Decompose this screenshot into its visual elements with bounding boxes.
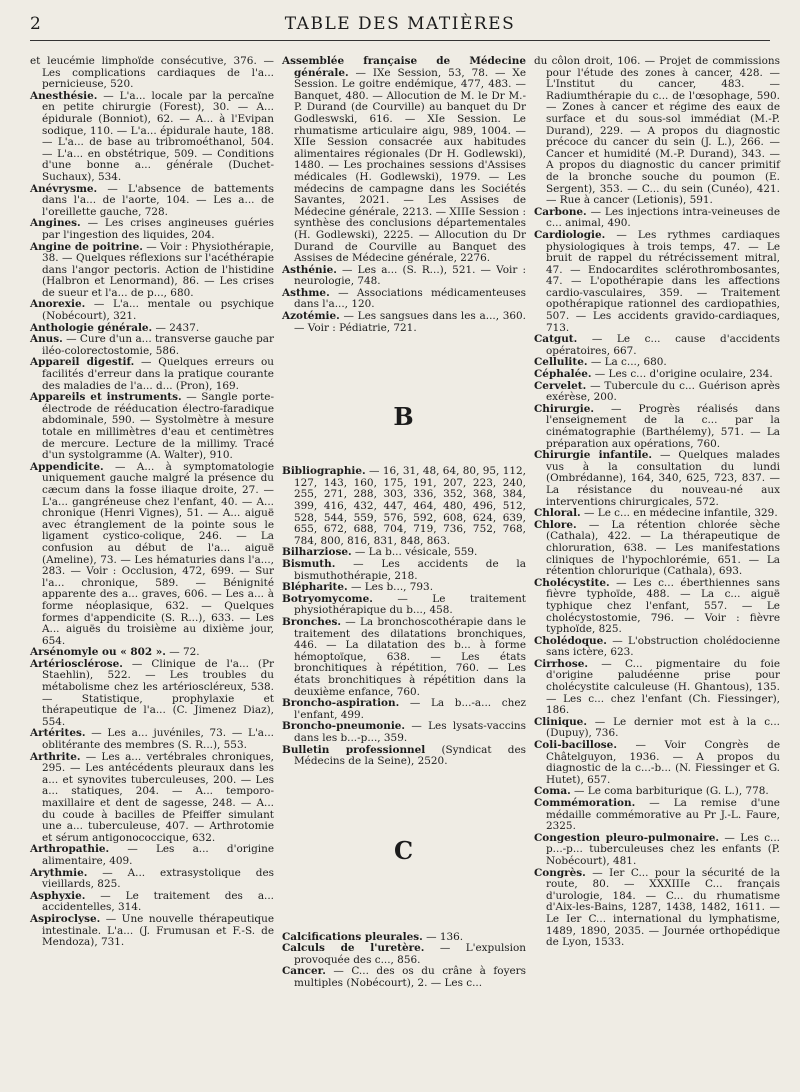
entry-term: Carbone. [534,205,587,218]
index-column-2 [282,56,526,990]
entry-term: Cervelet. [534,379,587,392]
entry-text: — Quelques malades vus à la consultation du lundi (Ombrédanne), 164, 340, 625, 723, 837. — La résistance du nouveau-né aux interventions chirurgicales, 572. [546,449,780,508]
entry-term: Arythmie. [30,866,88,879]
entry-term: Chirurgie infantile. [534,449,653,462]
index-entry [534,659,780,717]
entry-term: Asthme. [282,286,330,299]
entry-term: Arthrite. [30,750,81,763]
entry-text: — L'obstruction cholédocienne sans ictère, 623. [546,634,780,659]
entry-term: Broncho-aspiration. [282,697,400,710]
entry-text: — Progrès réalisés dans l'enseignement de la c... par la cinématographie (Barthélemy), 571. — La préparation aux opérations, 760. [546,402,780,450]
index-entry [30,844,274,867]
entry-term: Clinique. [534,715,587,728]
index-entry [282,966,526,989]
entry-text: — Les injections intra-veineuses de c... animal, 490. [546,205,780,230]
section-letter: C [393,835,415,865]
entry-term: Arsénomyle ou « 802 ». [30,646,166,659]
index-entry [282,56,526,265]
entry-term: Asphyxie. [30,889,86,902]
index-entry [30,392,274,462]
index-entry [30,752,274,845]
index-entry [534,833,780,868]
entry-text: (Syndicat des Médecins de la Seine), 2520. [294,743,526,768]
entry-text: — La b...-a... chez l'enfant, 499. [294,697,526,721]
index-entry [30,218,274,241]
entry-term: Chloral. [534,507,581,520]
entry-text: — Les b..., 793. [347,581,434,594]
entry-text: — Clinique de l'a... (Pr Staehlin), 522. — Les troubles du métabolisme chez les artérioscléreux, 538. — Statistique, prophylaxie et thérapeutique de l'a... (C. Jimenez Diaz), 554. [42,657,274,728]
index-entry [282,559,526,582]
entry-term: Congestion pleuro-pulmonaire. [534,831,719,844]
entry-text: — IXe Session, 53, 78. — Xe Session. Le goitre endémique, 477, 483. — Banquet, 480. — Allocution de M. le Dr M.-P. Durand (de Courville) au banquet du Dr Godleswski, 616. — XIe Session. Le rhumatisme articulaire aigu, 989, 1004. — XIIe Session consacrée aux habitudes alimentaires régionales (Dr H. Godlewski), 1480. — Les prochaines sessions d'Assises médicales (H. Godlewski), 1979. — Les médecins de campagne dans les Sociétés Savantes, 2021. — Les Assises de Médecine générale, 2213. — XIIIe Session : synthèse des conclusions départementales (H. Godlewski), 2225. — Allocution du Dr Durand de Courville au Banquet des Assises de Médecine générale, 2276. [294,66,526,265]
index-entry [534,717,780,740]
index-entry [282,288,526,311]
entry-text: — Cure d'un a... transverse gauche par iléo-colorectostomie, 586. [42,333,274,357]
entry-term: Cellulite. [534,356,588,369]
entry-text: — 136. [422,930,464,943]
entry-text: — Voir Congrès de Châtelguyon, 1936. — A propos du diagnostic de la c...-b... (N. Fiessinger et G. Hutet), 657. [546,739,780,786]
entry-term: Bronches. [282,615,341,628]
entry-term: Cholécystite. [534,576,610,589]
index-column-3 [534,56,780,949]
page-header [30,14,770,38]
entry-text: — La bronchoscothérapie dans le traitement des dilatations bronchiques, 446. — La dilatation des b... à forme hémoptoïque, 638. — Les états bronchitiques à répétition, 760. — Les états bronchitiques à répétition dans la deuxième enfance, 760. [294,615,526,698]
index-entry [282,594,526,617]
index-entry [30,242,274,300]
index-entry [534,450,780,508]
entry-text: — Une nouvelle thérapeutique intestinale. L'a... (J. Frumusan et F.-S. de Mendoza), 731. [42,912,274,949]
entry-text: — Les accidents de la bismuthothérapie, 218. [294,558,526,582]
entry-term: Calcifications pleurales. [282,930,423,943]
entry-term: Céphalée. [534,368,592,381]
entry-text: et leucémie limphoïde consécutive, 376. — Les complications cardiaques de l'a... pernicieuse, 520. [30,55,274,91]
entry-text: — Quelques erreurs ou facilités d'erreur dans la pratique courante des maladies de l'a... d... (Pron), 169. [42,356,274,392]
entry-term: Artériosclérose. [30,657,123,670]
index-entry [282,617,526,698]
entry-term: Asthénie. [282,263,337,276]
entry-term: Azotémie. [282,310,340,323]
entry-text: — Le c... cause d'accidents opératoires, 667. [546,333,780,357]
entry-term: Chirurgie. [534,402,594,415]
index-entry [30,299,274,322]
index-entry [534,740,780,786]
entry-text: — Les a... juvéniles, 73. — L'a... oblitérante des membres (S. R...), 553. [42,727,274,752]
index-entry [282,466,526,547]
entry-term: Coli-bacillose. [534,739,617,752]
index-entry [30,91,274,184]
section-letter: B [393,402,415,432]
index-entry [30,914,274,949]
entry-text: — Le dernier mot est à la c... (Dupuy), 736. [546,715,780,740]
entry-term: Catgut. [534,333,578,346]
page-title: TABLE DES MATIÈRES [284,14,516,34]
entry-term: Anus. [30,333,63,346]
index-entry [534,578,780,636]
entry-text: — L'a... locale par la percaïne en petite chirurgie (Forest), 30. — A... épidurale (Bonniot), 62. — A... à l'Evipan sodique, 110. — L'a... épidurale haute, 188. — L'a... de base au tribromoéthanol, 504. — L'a... en obstétrique, 509. — Conditions d'une bonne a... générale (Duchet-Suchaux), 534. [42,89,274,183]
entry-text: — Le traitement des a... accidentelles, 314. [42,889,274,914]
entry-term: Bismuth. [282,558,336,570]
entry-text: — Le c... en médecine infantile, 329. [580,507,778,520]
entry-text: — Voir : Physiothérapie, 38. — Quelques réflexions sur l'acéthérapie dans l'angor pectoris. Action de l'histidine (Halbron et Lenormand), 86. — Les crises de sueur et l'a... de p..., 680. [42,240,274,299]
entry-term: Cancer. [282,965,326,978]
index-entry [282,698,526,721]
entry-term: Cholédoque. [534,634,607,647]
index-entry [282,943,526,966]
entry-term: Aspiroclyse. [30,912,101,925]
index-entry [534,636,780,659]
entry-term: Appareils et instruments. [30,391,182,404]
entry-text: — Les c... p...-p... tuberculeuses chez les enfants (P. Nobécourt), 481. [546,831,780,867]
entry-term: Appendicite. [30,460,104,473]
index-entry [30,868,274,891]
entry-text: — A... extrasystolique des vieillards, 825. [42,866,274,891]
index-entry [534,404,780,450]
entry-text: — La b... vésicale, 559. [351,546,478,559]
entry-term: Anorexie. [30,298,86,311]
entry-term: Congrès. [534,866,586,879]
index-entry [30,184,274,219]
entry-term: Bulletin professionnel [282,743,426,756]
entry-text: — L'expulsion provoquée des c..., 856. [294,942,526,966]
entry-text: — La c..., 680. [587,356,667,369]
index-entry [534,56,780,207]
entry-term: Chlore. [534,518,577,531]
entry-term: Anévrysme. [30,182,98,195]
entry-text: — Le coma barbiturique (G. L.), 778. [570,785,769,798]
entry-term: Arthropathie. [30,843,110,856]
index-entry [30,334,274,357]
entry-term: Calculs de l'uretère. [282,942,425,955]
index-entry [30,56,274,91]
entry-term: Assemblée française de Médecine générale. [282,55,526,79]
entry-text: — Les c... éberthiennes sans fièvre typhoïde, 488. — La c... aiguë typhique chez l'enfant, 557. — Le cholécystostomie, 796. — Voir : fièvre typhoïde, 825. [546,576,780,636]
entry-term: Commémoration. [534,797,636,809]
index-entry [534,868,780,949]
entry-text: — Les c... d'origine oculaire, 234. [591,368,773,381]
entry-term: Angine de poitrine. [30,240,143,253]
entry-term: Cardiologie. [534,228,606,241]
index-entry [282,311,526,334]
index-entry [534,230,780,334]
entry-text: — Ier C... pour la sécurité de la route, 80. — XXXIIIe C... français d'urologie, 184. — C... du rhumatisme d'Aix-les-Bains, 1287, 1438, 1482, 1611. — Le Ier C... international du lymphatisme, 1489, 1890, 2035. — Journée orthopédique de Lyon, 1533. [546,866,780,949]
index-entry [30,728,274,751]
entry-text: — Le traitement physiothérapique du b..., 458. [294,592,526,617]
entry-text: — Tubercule du c... Guérison après exérèse, 200. [546,379,780,404]
entry-term: Coma. [534,785,571,798]
entry-text: — C... pigmentaire du foie d'origine paludéenne prise pour cholécystite calculeuse (H. Ghantous), 135. — Les c... chez l'enfant (Ch. Fiessinger), 186. [546,657,780,717]
entry-text: — 16, 31, 48, 64, 80, 95, 112, 127, 143, 160, 175, 191, 207, 223, 240, 255, 271, 288, 303, 336, 352, 368, 384, 399, 416, 432, 447, 464, 480, 496, 512, 528, 544, 559, 576, 592, 608, 624, 639, 655, 672, 688, 704, 719, 736, 752, 768, 784, 800, 816, 831, 848, 863. [294,465,526,547]
index-entry [534,798,780,833]
entry-text: — Associations médicamenteuses dans l'a..., 120. [294,286,526,311]
entry-term: Bilharziose. [282,546,352,559]
index-entry [30,462,274,648]
entry-text: — L'a... mentale ou psychique (Nobécourt), 321. [42,298,274,323]
entry-text: — L'absence de battements dans l'a... de l'aorte, 104. — Les a... de l'oreillette gauche, 728. [42,182,274,218]
entry-text: — La rétention chlorée sèche (Cathala), 422. — La thérapeutique de chloruration, 638. — Les manifestations cliniques de l'hypochlorémie, 651. — La rétention chlorurique (Cathala), 693. [546,518,780,578]
index-entry [282,721,526,744]
entry-text: — Les sangsues dans les a..., 360. — Voir : Pédiatrie, 721. [294,310,526,334]
entry-term: Artérites. [30,727,86,740]
entry-text: — Les a... d'origine alimentaire, 409. [42,843,274,867]
header-rule [30,40,770,41]
index-entry [30,659,274,729]
entry-text: du côlon droit, 106. — Projet de commissions pour l'étude des zones à cancer, 428. — L'Institut du cancer, 483. — Radiumthérapie du c... de l'œsophage, 590. — Zones à cancer et régime des eaux de surface et du sous-sol immédiat (M.-P. Durand), 229. — A propos du diagnostic précoce du cancer du sein (J. L.), 266. — Cancer et humidité (M.-P. Durand), 343. — A propos du diagnostic du cancer primitif de la bronche souche du poumon (E. Sergent), 353. — C... du sein (Cunéo), 421. — Rue à cancer (Letionis), 591. [534,55,780,207]
entry-term: Appareil digestif. [30,356,135,369]
index-entry [30,891,274,914]
index-entry [30,357,274,392]
entry-text: — Sangle porte-électrode de rééducation électro-faradique abdominale, 590. — Systolmètre à mesure totale en millimètres d'eau et centimètres de mercure. Lecture de la millimy. Tracé d'un systolgramme (A. Walter), 910. [42,391,275,462]
entry-text: — Les crises angineuses guéries par l'ingestion des liquides, 204. [42,217,274,241]
index-entry [282,265,526,288]
entry-text: — A... à symptomatologie uniquement gauche malgré la présence du cæcum dans la fosse iliaque droite, 27. — L'a... gangréneuse chez l'enfant, 40. — A... chronique (Henri Vignes), 51. — A... aiguë avec étranglement de la pointe sous le ligament cystico-colique, 246. — La confusion au début de l'a... aiguë (Ameline), 73. — Les hématuries dans l'a..., 283. — Voir : Occlusion, 472, 699. — Sur l'a... chronique, 589. — Bénignité apparente des a... graves, 606. — Les a... à forme néoplasique, 632. — Quelques formes d'appendicite (S. R...), 633. — Les A... aiguës du troisième au dixième jour, 654. [42,460,274,647]
entry-text: — La remise d'une médaille commémorative au Pr J.-L. Faure, 2325. [546,797,780,833]
entry-term: Botryomycome. [282,592,373,605]
entry-term: Angines. [30,217,81,230]
entry-text: — C... des os du crâne à foyers multiples (Nobécourt), 2. — Les c... [294,965,526,990]
entry-term: Anthologie générale. [30,321,153,334]
entry-term: Broncho-pneumonie. [282,720,406,733]
index-entry [534,520,780,578]
entry-text: — 2437. [152,321,200,334]
entry-text: — Les a... vertébrales chroniques, 295. — Les antécédents pleuraux dans les a... et synovites tuberculeuses, 200. — Les a... statiques, 204. — A... temporo-maxillaire et dent de sagesse, 248. — A... du coude à bacilles de Pfeiffer simulant une a... tuberculeuse, 407. — Arthrotomie et sérum antigonococcique, 632. [42,750,274,844]
entry-text: — 72. [165,646,200,659]
entry-text: — Les a... (S. R...), 521. — Voir : neurologie, 748. [294,263,526,288]
entry-text: — Les rythmes cardiaques physiologiques à trois temps, 47. — Le bruit de rappel du rétrécissement mitral, 47. — Endocardites sclérothrombosantes, 47. — L'opothérapie dans les affections cardio-vasculaires, 359. — Traitement opothérapique rationnel des cardiopathies, 507. — Les accidents gravido-cardiaques, 713. [546,228,780,334]
index-entry [534,381,780,404]
entry-term: Anesthésie. [30,89,98,102]
index-column-1 [30,56,274,949]
entry-text: — Les lysats-vaccins dans les b...-p..., 359. [294,720,526,744]
index-entry [534,334,780,357]
page-number: 2 [30,14,41,34]
index-entry [534,207,780,230]
entry-term: Cirrhose. [534,657,588,670]
entry-term: Blépharite. [282,581,348,594]
index-entry [282,745,526,768]
entry-term: Bibliographie. [282,465,366,478]
